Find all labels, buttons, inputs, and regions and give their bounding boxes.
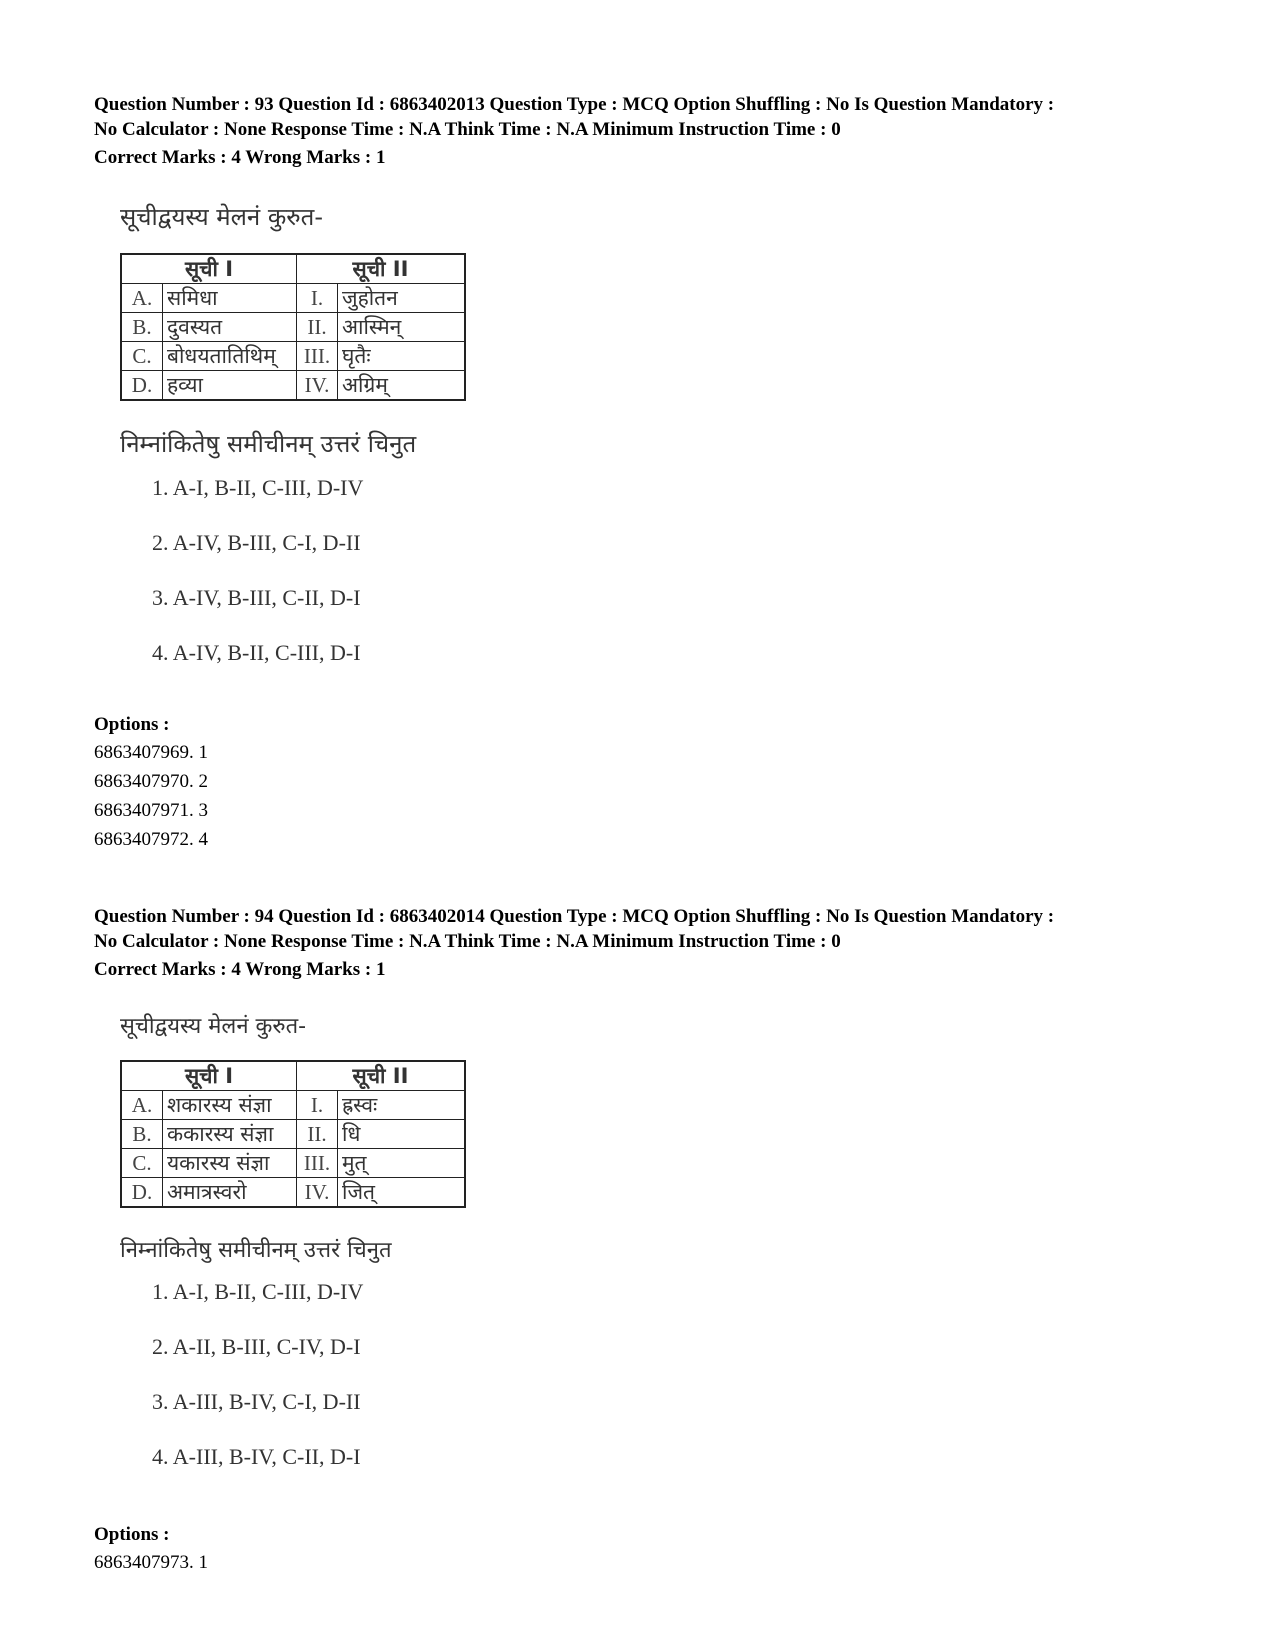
question-meta-line-2: No Calculator : None Response Time : N.A Think Time : N.A Minimum Instruction Time : 0 bbox=[94, 931, 841, 952]
question-93-options bbox=[94, 712, 1214, 854]
table-row bbox=[121, 342, 465, 371]
question-94-body bbox=[120, 1010, 466, 1484]
row-value-1: यकारस्य संज्ञा bbox=[163, 1149, 297, 1178]
row-key-2: III. bbox=[297, 1149, 338, 1178]
question-93-header bbox=[94, 92, 1214, 170]
list-2-header: सूची II bbox=[297, 254, 466, 284]
answer-choice-2: 2. A-IV, B-III, C-I, D-II bbox=[152, 530, 361, 555]
row-value-1: अमात्रस्वरो bbox=[163, 1178, 297, 1208]
answer-choice-3: 3. A-III, B-IV, C-I, D-II bbox=[152, 1389, 361, 1414]
answer-choice-4: 4. A-IV, B-II, C-III, D-I bbox=[152, 640, 361, 665]
option-item: 6863407971. 3 bbox=[94, 800, 208, 821]
row-value-2: घृतैः bbox=[338, 342, 466, 371]
row-key-2: II. bbox=[297, 1120, 338, 1149]
table-row bbox=[121, 371, 465, 401]
row-key-1: B. bbox=[121, 1120, 163, 1149]
option-item: 6863407973. 1 bbox=[94, 1552, 208, 1573]
question-93-body bbox=[120, 200, 466, 680]
row-value-1: शकारस्य संज्ञा bbox=[163, 1091, 297, 1120]
list-2-header: सूची II bbox=[297, 1061, 466, 1091]
table-row bbox=[121, 1149, 465, 1178]
row-key-2: IV. bbox=[297, 371, 338, 401]
answer-choice-3: 3. A-IV, B-III, C-II, D-I bbox=[152, 585, 361, 610]
match-table-header bbox=[121, 254, 465, 284]
options-label: Options : bbox=[94, 714, 170, 735]
question-94-options bbox=[94, 1522, 1214, 1577]
row-key-2: III. bbox=[297, 342, 338, 371]
row-value-2: जुहोतन bbox=[338, 284, 466, 313]
choose-instruction: निम्नांकितेषु समीचीनम् उत्तरं चिनुत bbox=[120, 1238, 392, 1263]
table-row bbox=[121, 1178, 465, 1208]
row-value-1: ककारस्य संज्ञा bbox=[163, 1120, 297, 1149]
row-value-2: मुत् bbox=[338, 1149, 466, 1178]
row-key-2: II. bbox=[297, 313, 338, 342]
row-key-1: A. bbox=[121, 1091, 163, 1120]
row-key-2: I. bbox=[297, 284, 338, 313]
row-key-1: A. bbox=[121, 284, 163, 313]
question-meta-line-1: Question Number : 94 Question Id : 6863402014 Question Type : MCQ Option Shuffling : No Is Question Mandatory : bbox=[94, 906, 1055, 927]
answer-choice-1: 1. A-I, B-II, C-III, D-IV bbox=[152, 1279, 364, 1304]
row-key-2: IV. bbox=[297, 1178, 338, 1208]
row-value-1: हव्या bbox=[163, 371, 297, 401]
answer-choice-4: 4. A-III, B-IV, C-II, D-I bbox=[152, 1444, 361, 1469]
row-key-1: C. bbox=[121, 1149, 163, 1178]
question-instruction: सूचीद्वयस्य मेलनं कुरुत- bbox=[120, 203, 323, 231]
row-value-2: जित् bbox=[338, 1178, 466, 1208]
row-value-2: अग्रिम् bbox=[338, 371, 466, 401]
question-meta-line-2: No Calculator : None Response Time : N.A Think Time : N.A Minimum Instruction Time : 0 bbox=[94, 119, 841, 140]
match-table bbox=[120, 253, 466, 401]
row-value-2: आस्मिन् bbox=[338, 313, 466, 342]
table-row bbox=[121, 284, 465, 313]
table-row bbox=[121, 1120, 465, 1149]
row-key-1: D. bbox=[121, 371, 163, 401]
option-item: 6863407972. 4 bbox=[94, 829, 208, 850]
row-value-1: दुवस्यत bbox=[163, 313, 297, 342]
table-row bbox=[121, 313, 465, 342]
question-94-header bbox=[94, 904, 1214, 982]
row-key-1: C. bbox=[121, 342, 163, 371]
row-key-2: I. bbox=[297, 1091, 338, 1120]
answer-choice-1: 1. A-I, B-II, C-III, D-IV bbox=[152, 475, 364, 500]
question-meta-line-1: Question Number : 93 Question Id : 6863402013 Question Type : MCQ Option Shuffling : No Is Question Mandatory : bbox=[94, 94, 1055, 115]
match-table bbox=[120, 1060, 466, 1208]
question-marks: Correct Marks : 4 Wrong Marks : 1 bbox=[94, 959, 386, 980]
list-1-header: सूची I bbox=[121, 1061, 297, 1091]
choose-instruction: निम्नांकितेषु समीचीनम् उत्तरं चिनुत bbox=[120, 430, 417, 458]
answer-choice-2: 2. A-II, B-III, C-IV, D-I bbox=[152, 1334, 361, 1359]
question-instruction: सूचीद्वयस्य मेलनं कुरुत- bbox=[120, 1014, 307, 1039]
options-label: Options : bbox=[94, 1524, 170, 1545]
match-table-header bbox=[121, 1061, 465, 1091]
row-value-2: ह्रस्वः bbox=[338, 1091, 466, 1120]
option-item: 6863407970. 2 bbox=[94, 771, 208, 792]
row-value-2: धि bbox=[338, 1120, 466, 1149]
row-value-1: बोधयतातिथिम् bbox=[163, 342, 297, 371]
option-item: 6863407969. 1 bbox=[94, 742, 208, 763]
table-row bbox=[121, 1091, 465, 1120]
row-value-1: समिधा bbox=[163, 284, 297, 313]
list-1-header: सूची I bbox=[121, 254, 297, 284]
row-key-1: B. bbox=[121, 313, 163, 342]
row-key-1: D. bbox=[121, 1178, 163, 1208]
question-marks: Correct Marks : 4 Wrong Marks : 1 bbox=[94, 147, 386, 168]
